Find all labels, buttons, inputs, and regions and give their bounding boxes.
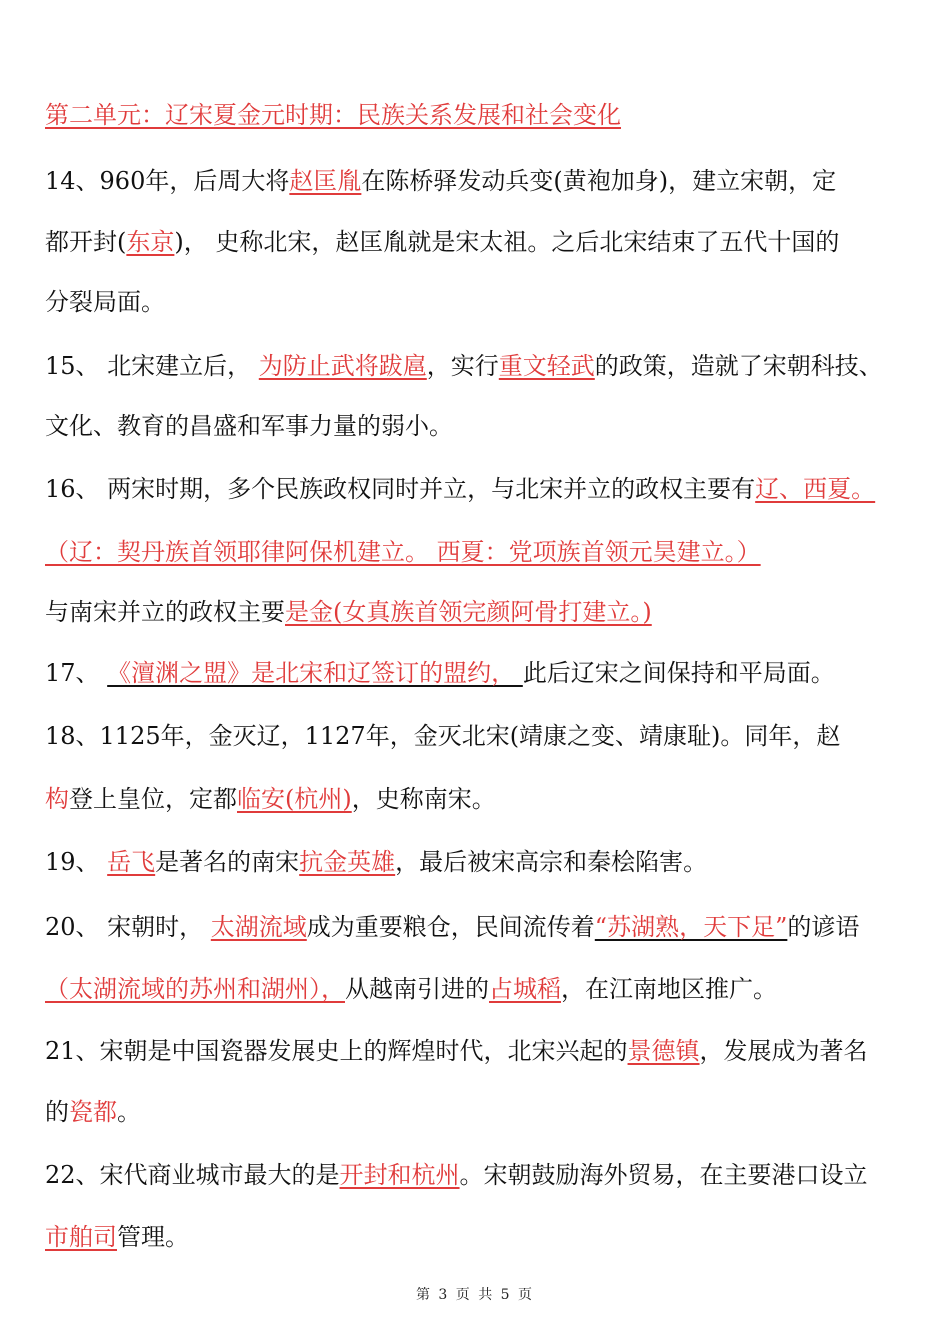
item-14-line-2: 都开封(东京)， 史称北宋，赵匡胤就是宋太祖。之后北宋结束了五代十国的	[45, 228, 840, 256]
item-18-line-1: 18、1125年，金灭辽，1127年，金灭北宋(靖康之变、靖康耻)。同年，赵	[45, 722, 841, 750]
item-15-line-2: 文化、教育的昌盛和军事力量的弱小。	[45, 412, 453, 440]
item-20-line-2: （太湖流域的苏州和湖州），从越南引进的占城稻，在江南地区推广。	[45, 975, 777, 1003]
item-21-line-2: 的瓷都。	[45, 1098, 141, 1126]
item-22-line-1: 22、宋代商业城市最大的是开封和杭州。宋朝鼓励海外贸易，在主要港口设立	[45, 1161, 868, 1189]
item-21-line-1: 21、宋朝是中国瓷器发展史上的辉煌时代，北宋兴起的景德镇，发展成为著名	[45, 1037, 868, 1065]
item-17-line-1: 17、 《澶渊之盟》是北宋和辽签订的盟约， 此后辽宋之间保持和平局面。	[45, 659, 835, 687]
item-16-line-1: 16、 两宋时期，多个民族政权同时并立，与北宋并立的政权主要有辽、西夏。	[45, 475, 876, 503]
item-14-line-1: 14、960年，后周大将赵匡胤在陈桥驿发动兵变(黄袍加身)，建立宋朝，定	[45, 167, 837, 195]
page-footer: 第 3 页 共 5 页	[415, 1287, 535, 1303]
item-18-line-2: 构登上皇位，定都临安(杭州)，史称南宋。	[45, 785, 496, 813]
unit-heading	[45, 98, 915, 132]
item-14-line-3: 分裂局面。	[45, 288, 165, 316]
item-22-line-2: 市舶司管理。	[45, 1223, 189, 1251]
item-19-line-1: 19、 岳飞是著名的南宋抗金英雄，最后被宋高宗和秦桧陷害。	[45, 848, 708, 876]
item-15-line-1: 15、 北宋建立后， 为防止武将跋扈，实行重文轻武的政策，造就了宋朝科技、	[45, 352, 883, 380]
unit-title: 第二单元：辽宋夏金元时期：民族关系发展和社会变化	[45, 101, 621, 129]
item-16-line-2: （辽：契丹族首领耶律阿保机建立。 西夏：党项族首领元昊建立。）	[45, 538, 761, 566]
item-16-line-3: 与南宋并立的政权主要是金(女真族首领完颜阿骨打建立。)	[45, 598, 652, 626]
item-20-line-1: 20、 宋朝时， 太湖流域成为重要粮仓，民间流传着“苏湖熟，天下足”的谚语	[45, 913, 860, 941]
